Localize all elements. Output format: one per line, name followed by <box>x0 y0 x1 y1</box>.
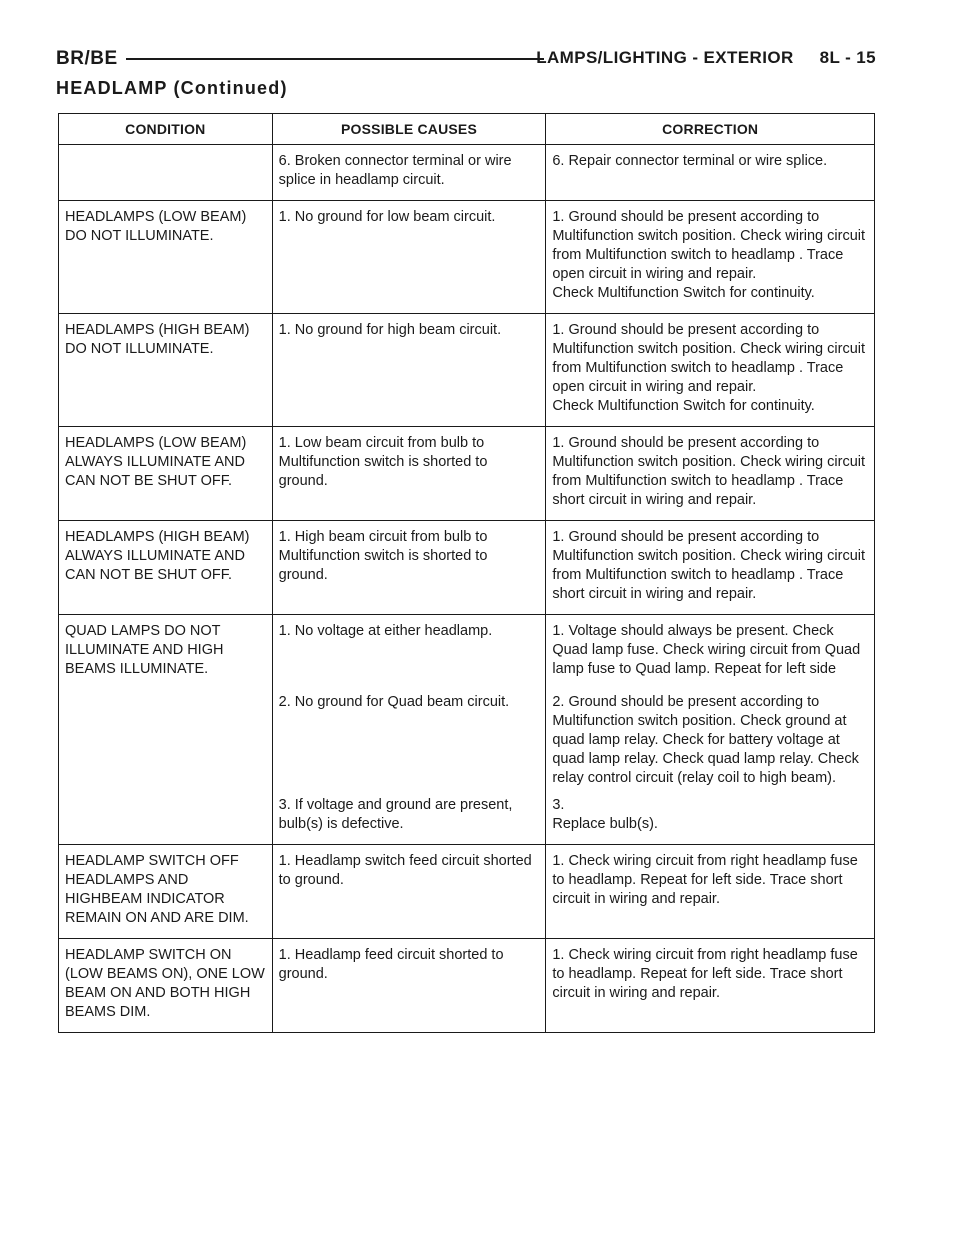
correction-text-extra: Check Multifunction Switch for continuity. <box>552 285 815 301</box>
table-row <box>59 689 875 792</box>
correction-cell <box>546 201 875 314</box>
column-header-correction: CORRECTION <box>546 114 875 145</box>
cause-cell: 2. No ground for Quad beam circuit. <box>272 689 546 792</box>
cause-cell: 1. Headlamp feed circuit shorted to ground. <box>272 939 546 1033</box>
correction-text-extra: Check Multifunction Switch for continuity. <box>552 398 815 414</box>
correction-text-extra: Replace bulb(s). <box>552 816 658 832</box>
condition-cell: QUAD LAMPS DO NOT ILLUMINATE AND HIGH BEAMS ILLUMINATE. <box>59 615 273 690</box>
condition-cell <box>59 689 273 792</box>
correction-text: 3. <box>552 797 565 813</box>
correction-cell: 1. Check wiring circuit from right headlamp fuse to headlamp. Repeat for left side. Trace short circuit in wiring and repair. <box>546 845 875 939</box>
cause-cell: 1. No ground for low beam circuit. <box>272 201 546 314</box>
diagnosis-table <box>58 113 875 1033</box>
correction-cell: 1. Voltage should always be present. Check Quad lamp fuse. Check wiring circuit from Quad lamp fuse to Quad lamp. Repeat for left side <box>546 615 875 690</box>
cause-cell: 3. If voltage and ground are present, bulb(s) is defective. <box>272 792 546 845</box>
table-header-row <box>59 114 875 145</box>
correction-cell: 1. Ground should be present according to Multifunction switch position. Check wiring circuit from Multifunction switch to headlamp . Trace short circuit in wiring and repair. <box>546 427 875 521</box>
table-row <box>59 792 875 845</box>
condition-cell: HEADLAMPS (HIGH BEAM) DO NOT ILLUMINATE. <box>59 314 273 427</box>
section-title: HEADLAMP (Continued) <box>56 78 288 98</box>
section-name: LAMPS/LIGHTING - EXTERIOR <box>536 48 794 67</box>
condition-cell: HEADLAMPS (LOW BEAM) DO NOT ILLUMINATE. <box>59 201 273 314</box>
cause-cell: 1. Low beam circuit from bulb to Multifunction switch is shorted to ground. <box>272 427 546 521</box>
page-number: 8L - 15 <box>819 48 876 67</box>
cause-cell: 1. Headlamp switch feed circuit shorted to ground. <box>272 845 546 939</box>
table-row <box>59 939 875 1033</box>
cause-cell: 1. No voltage at either headlamp. <box>272 615 546 690</box>
correction-cell: 2. Ground should be present according to Multifunction switch position. Check ground at quad lamp relay. Check for battery voltage at quad lamp relay. Check quad lamp relay. Check relay control circuit (relay coil to high beam). <box>546 689 875 792</box>
table-row <box>59 201 875 314</box>
condition-cell: HEADLAMP SWITCH OFF HEADLAMPS AND HIGHBEAM INDICATOR REMAIN ON AND ARE DIM. <box>59 845 273 939</box>
condition-cell: HEADLAMPS (HIGH BEAM) ALWAYS ILLUMINATE AND CAN NOT BE SHUT OFF. <box>59 521 273 615</box>
cause-cell: 6. Broken connector terminal or wire splice in headlamp circuit. <box>272 145 546 201</box>
table-row <box>59 615 875 690</box>
correction-cell: 1. Ground should be present according to Multifunction switch position. Check wiring circuit from Multifunction switch to headlamp . Trace short circuit in wiring and repair. <box>546 521 875 615</box>
section-heading <box>536 48 876 68</box>
column-header-condition: CONDITION <box>59 114 273 145</box>
table-row <box>59 314 875 427</box>
vehicle-code: BR/BE <box>56 48 118 69</box>
correction-cell: 6. Repair connector terminal or wire splice. <box>546 145 875 201</box>
table-row <box>59 145 875 201</box>
table-row <box>59 845 875 939</box>
condition-cell: HEADLAMP SWITCH ON (LOW BEAMS ON), ONE LOW BEAM ON AND BOTH HIGH BEAMS DIM. <box>59 939 273 1033</box>
condition-cell: HEADLAMPS (LOW BEAM) ALWAYS ILLUMINATE AND CAN NOT BE SHUT OFF. <box>59 427 273 521</box>
correction-cell <box>546 314 875 427</box>
table-row <box>59 427 875 521</box>
cause-cell: 1. High beam circuit from bulb to Multifunction switch is shorted to ground. <box>272 521 546 615</box>
correction-cell: 1. Check wiring circuit from right headlamp fuse to headlamp. Repeat for left side. Trace short circuit in wiring and repair. <box>546 939 875 1033</box>
condition-cell <box>59 145 273 201</box>
correction-text: 1. Ground should be present according to Multifunction switch position. Check wiring circuit from Multifunction switch to headlamp . Trace open circuit in wiring and repair. <box>552 209 866 282</box>
condition-cell <box>59 792 273 845</box>
header-rule <box>126 58 544 60</box>
correction-cell <box>546 792 875 845</box>
page-header <box>56 44 876 74</box>
column-header-causes: POSSIBLE CAUSES <box>272 114 546 145</box>
table-row <box>59 521 875 615</box>
correction-text: 1. Ground should be present according to Multifunction switch position. Check wiring circuit from Multifunction switch to headlamp . Trace open circuit in wiring and repair. <box>552 322 866 395</box>
cause-cell: 1. No ground for high beam circuit. <box>272 314 546 427</box>
